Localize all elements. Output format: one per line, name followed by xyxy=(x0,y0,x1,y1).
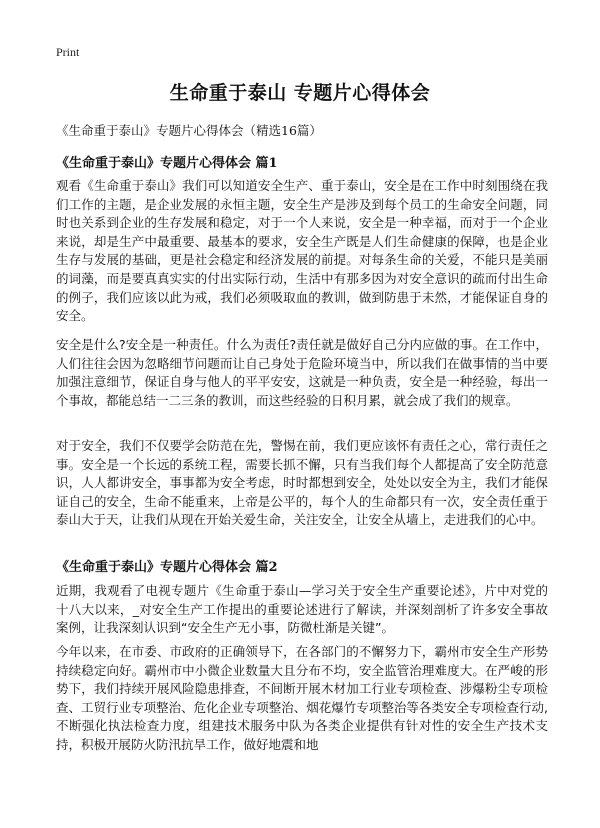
page-title: 生命重于泰山 专题片心得体会 xyxy=(169,82,431,104)
section-heading-1: 《生命重于泰山》专题片心得体会 篇1 xyxy=(56,156,278,171)
document-subtitle: 《生命重于泰山》专题片心得体会（精选16篇） xyxy=(56,123,322,138)
paragraph-2-2: 今年以来，在市委、市政府的正确领导下，在各部门的不懈努力下，霸州市安全生产形势持续稳定向好。霸州市中小微企业数量大且分布不均，安全监管治理难度大。在严峻的形势下，我们持续开展风险隐患排查，不间断开展木材加工行业专项检查、涉爆粉尘专项检查、工贸行业专项整治、危化企业专项整治、烟花爆竹专项整治等各类安全专项检查行动,不断强化执法检查力度，组建技术服务中队为各类企业提供有针对性的安全生产技术支持，积极开展防火防汛抗旱工作，做好地震和地 xyxy=(56,644,548,752)
print-label[interactable]: Print xyxy=(56,45,80,59)
paragraph-1-1: 观看《生命重于泰山》我们可以知道安全生产、重于泰山，安全是在工作中时刻围绕在我们工作的主题，是企业发展的永恒主题，安全生产是涉及到每个员工的生命安全问题，同时也关系到企业的生存发展和稳定，对于一个人来说，安全是一种幸福，而对于一个企业来说，却是生产中最重要、最基本的要求，安全生产既是人们生命健康的保障，也是企业生存与发展的基础，更是社会稳定和经济发展的前提。对每条生命的关爱，不能只是美丽的词藻，而是要真真实实的付出实际行动，生活中有那多因为对安全意识的疏而付出生命的例子，我们应该以此为戒，我们必须吸取血的教训，做到防患于未然，才能保证自身的安全。 xyxy=(56,178,548,324)
paragraph-2-1: 近期，我观看了电视专题片《生命重于泰山—学习关于安全生产重要论述》，片中对党的十八大以来，_对安全生产工作提出的重要论述进行了解读，并深刻剖析了许多安全事故案例，让我深刻认识到“安全生产无小事，防微杜渐是关键”。 xyxy=(56,583,548,636)
paragraph-1-3: 对于安全，我们不仅要学会防范在先，警惕在前，我们更应该怀有责任之心，常行责任之事。安全是一个长远的系统工程，需要长抓不懈，只有当我们每个人都提高了安全防范意识，人人都讲安全，事事都为安全考虑，时时都想到安全，处处以安全为主，我们才能保证自己的安全，生命不能重来，上帝是公平的，每个人的生命都只有一次，安全责任重于泰山大于天，让我们从现在开始关爱生命，关注安全，让安全从墙上，走进我们的心中。 xyxy=(56,438,548,528)
paragraph-1-2: 安全是什么?安全是一种责任。什么为责任?责任就是做好自己分内应做的事。在工作中，人们往往会因为忽略细节问题而让自己身处于危险环境当中，所以我们在做事情的当中要加强注意细节，保证自身与他人的平平安安，这就是一种负责，安全是一种经验，每出一个事故，都能总结一二三条的教训，而这些经验的日积月累，就会成了我们的规章。 xyxy=(56,337,548,408)
section-heading-2: 《生命重于泰山》专题片心得体会 篇2 xyxy=(56,560,278,575)
